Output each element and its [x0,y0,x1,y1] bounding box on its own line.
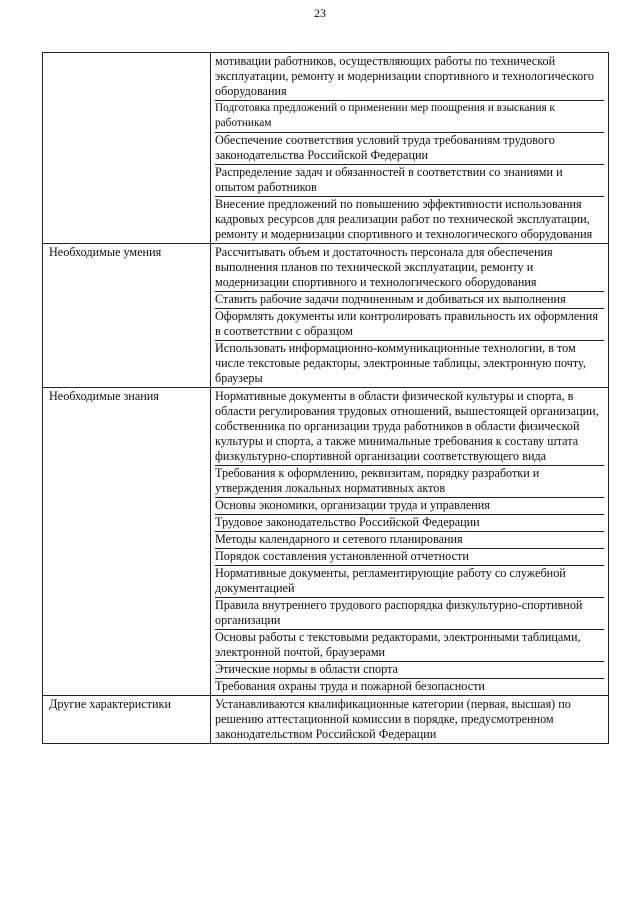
list-item: Требования охраны труда и пожарной безопасности [215,679,485,693]
list-item: Порядок составления установленной отчетности [215,549,604,566]
list-item: Этические нормы в области спорта [215,662,604,679]
row-items [211,53,609,244]
list-item: Использовать информационно-коммуникационные технологии, в том числе текстовые редакторы, электронные таблицы, электронную почту, браузеры [215,341,586,385]
list-item: Внесение предложений по повышению эффективности использования кадровых ресурсов для реализации работ по технической эксплуатации, ремонту и модернизации спортивного и технологического оборудования [215,197,593,241]
list-item: Правила внутреннего трудового распорядка физкультурно-спортивной организации [215,598,604,630]
row-label-other: Другие характеристики [43,696,211,744]
list-item: Подготовка предложений о применении мер поощрения и взыскания к работникам [215,101,604,133]
list-item: Трудовое законодательство Российской Федерации [215,515,604,532]
list-item: Методы календарного и сетевого планирования [215,532,604,549]
row-label-skills: Необходимые умения [43,244,211,388]
table-row [43,696,609,744]
table-row [43,388,609,696]
row-items [211,244,609,388]
row-items [211,388,609,696]
table-row [43,53,609,244]
list-item: Устанавливаются квалификационные категории (первая, высшая) по решению аттестационной комиссии в порядке, предусмотренном законодательством Российской Федерации [215,697,571,741]
list-item: Нормативные документы, регламентирующие работу со служебной документацией [215,566,604,598]
list-item: Ставить рабочие задачи подчиненным и добиваться их выполнения [215,292,604,309]
table-row [43,244,609,388]
list-item: Рассчитывать объем и достаточность персонала для обеспечения выполнения планов по технической эксплуатации, ремонту и модернизации спортивного и технологического оборудования [215,245,604,292]
list-item: Обеспечение соответствия условий труда требованиям трудового законодательства Российской Федерации [215,133,604,165]
list-item: Распределение задач и обязанностей в соответствии со знаниями и опытом работников [215,165,604,197]
list-item: Основы экономики, организации труда и управления [215,498,604,515]
list-item: Требования к оформлению, реквизитам, порядку разработки и утверждения локальных нормативных актов [215,466,604,498]
row-items [211,696,609,744]
list-item: Основы работы с текстовыми редакторами, электронными таблицами, электронной почтой, браузерами [215,630,604,662]
list-item: мотивации работников, осуществляющих работы по технической эксплуатации, ремонту и модернизации спортивного и технологического оборудования [215,54,604,101]
requirements-table [42,52,609,744]
page-number: 23 [314,6,326,20]
list-item: Оформлять документы или контролировать правильность их оформления в соответствии с образцом [215,309,604,341]
list-item: Нормативные документы в области физической культуры и спорта, в области регулирования трудовых отношений, вышестоящей организации, собственника по организации труда работников в области физической культуры и спорта, а также минимальные требования к составу штата физкультурно-спортивной организации соответствующего вида [215,389,604,466]
row-label [43,53,211,244]
row-label-knowledge: Необходимые знания [43,388,211,696]
